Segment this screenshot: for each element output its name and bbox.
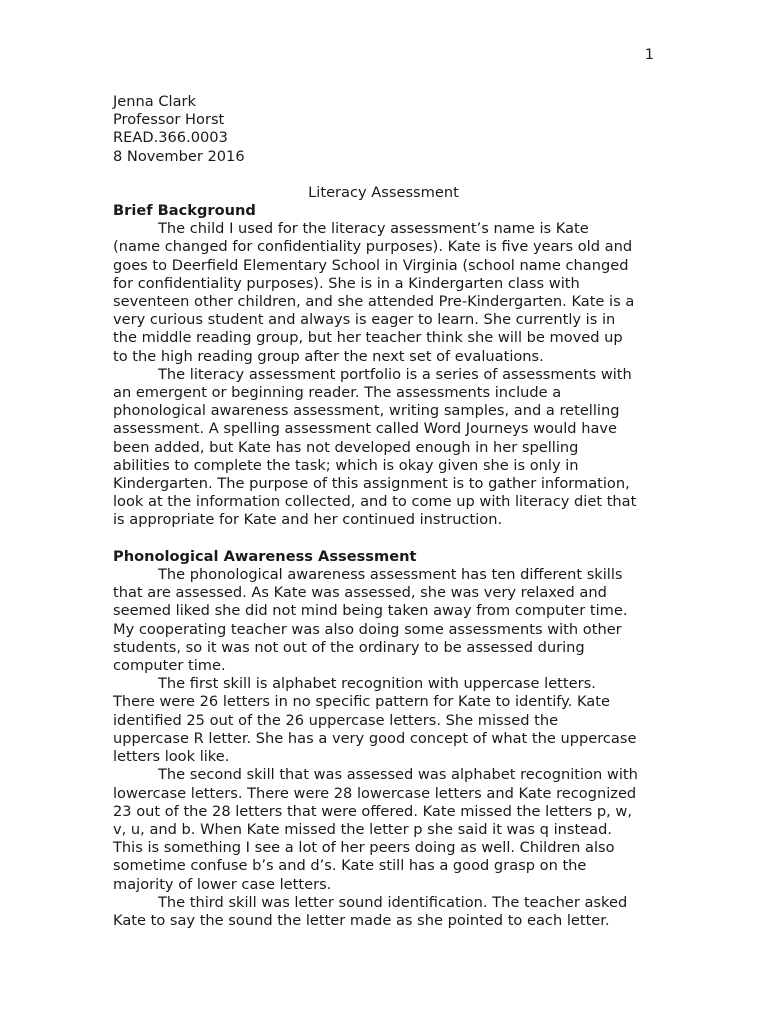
- text-line: 23 out of the 28 letters that were offered. Kate missed the letters p, w,: [113, 802, 632, 820]
- paragraph: [113, 894, 654, 930]
- document-body: [113, 93, 654, 930]
- text-line: look at the information collected, and to come up with literacy diet that: [113, 493, 637, 511]
- text-line: uppercase R letter. She has a very good concept of what the uppercase: [113, 729, 637, 747]
- paragraph: [113, 366, 654, 530]
- document-title: Literacy Assessment: [308, 183, 459, 201]
- text-line: This is something I see a lot of her peers doing as well. Children also: [113, 839, 615, 857]
- paragraph: [113, 220, 654, 366]
- text-line: My cooperating teacher was also doing some assessments with other: [113, 620, 622, 638]
- course-code: READ.366.0003: [113, 129, 228, 147]
- page-number: 1: [644, 47, 654, 63]
- text-line: goes to Deerfield Elementary School in Virginia (school name changed: [113, 256, 629, 274]
- section: [113, 202, 654, 530]
- text-line: to the high reading group after the next set of evaluations.: [113, 347, 544, 365]
- text-line: abilities to complete the task; which is okay given she is only in: [113, 456, 579, 474]
- text-line: seventeen other children, and she attended Pre-Kindergarten. Kate is a: [113, 293, 635, 311]
- text-line: Kindergarten. The purpose of this assignment is to gather information,: [113, 475, 630, 493]
- section-heading: Brief Background: [113, 202, 256, 220]
- text-line: an emergent or beginning reader. The assessments include a: [113, 384, 562, 402]
- text-line: for confidentiality purposes). She is in a Kindergarten class with: [113, 274, 580, 292]
- text-line: v, u, and b. When Kate missed the letter p she said it was q instead.: [113, 820, 613, 838]
- author-name: Jenna Clark: [113, 93, 197, 110]
- section: [113, 548, 654, 930]
- sections-container: [113, 202, 654, 930]
- text-line: The child I used for the literacy assessment’s name is Kate: [158, 220, 589, 238]
- text-line: majority of lower case letters.: [113, 875, 332, 893]
- section-heading: Phonological Awareness Assessment: [113, 547, 417, 565]
- text-line: (name changed for confidentiality purposes). Kate is five years old and: [113, 238, 633, 256]
- text-line: computer time.: [113, 657, 226, 675]
- text-line: sometime confuse b’s and d’s. Kate still has a good grasp on the: [113, 857, 587, 875]
- text-line: that are assessed. As Kate was assessed, she was very relaxed and: [113, 584, 607, 602]
- text-line: letters look like.: [113, 748, 230, 766]
- paragraph: [113, 566, 654, 675]
- text-line: identified 25 out of the 26 uppercase letters. She missed the: [113, 711, 559, 729]
- date: 8 November 2016: [113, 147, 245, 165]
- text-line: The second skill that was assessed was alphabet recognition with: [158, 766, 638, 784]
- text-line: students, so it was not out of the ordinary to be assessed during: [113, 638, 585, 656]
- text-line: very curious student and always is eager to learn. She currently is in: [113, 311, 616, 329]
- text-line: There were 26 letters in no specific pattern for Kate to identify. Kate: [113, 693, 610, 711]
- text-line: The literacy assessment portfolio is a series of assessments with: [158, 365, 632, 383]
- text-line: phonological awareness assessment, writing samples, and a retelling: [113, 402, 620, 420]
- text-line: the middle reading group, but her teacher think she will be moved up: [113, 329, 623, 347]
- text-line: seemed liked she did not mind being taken away from computer time.: [113, 602, 628, 620]
- text-line: is appropriate for Kate and her continued instruction.: [113, 511, 503, 529]
- professor-name: Professor Horst: [113, 111, 225, 129]
- text-line: Kate to say the sound the letter made as she pointed to each letter.: [113, 911, 610, 929]
- paragraph: [113, 675, 654, 766]
- text-line: been added, but Kate has not developed enough in her spelling: [113, 438, 579, 456]
- paragraph: [113, 766, 654, 893]
- text-line: The first skill is alphabet recognition with uppercase letters.: [158, 675, 596, 693]
- text-line: The phonological awareness assessment has ten different skills: [158, 566, 623, 584]
- text-line: lowercase letters. There were 28 lowercase letters and Kate recognized: [113, 784, 637, 802]
- text-line: assessment. A spelling assessment called Word Journeys would have: [113, 420, 618, 438]
- text-line: The third skill was letter sound identification. The teacher asked: [158, 893, 628, 911]
- header-block: [113, 93, 654, 166]
